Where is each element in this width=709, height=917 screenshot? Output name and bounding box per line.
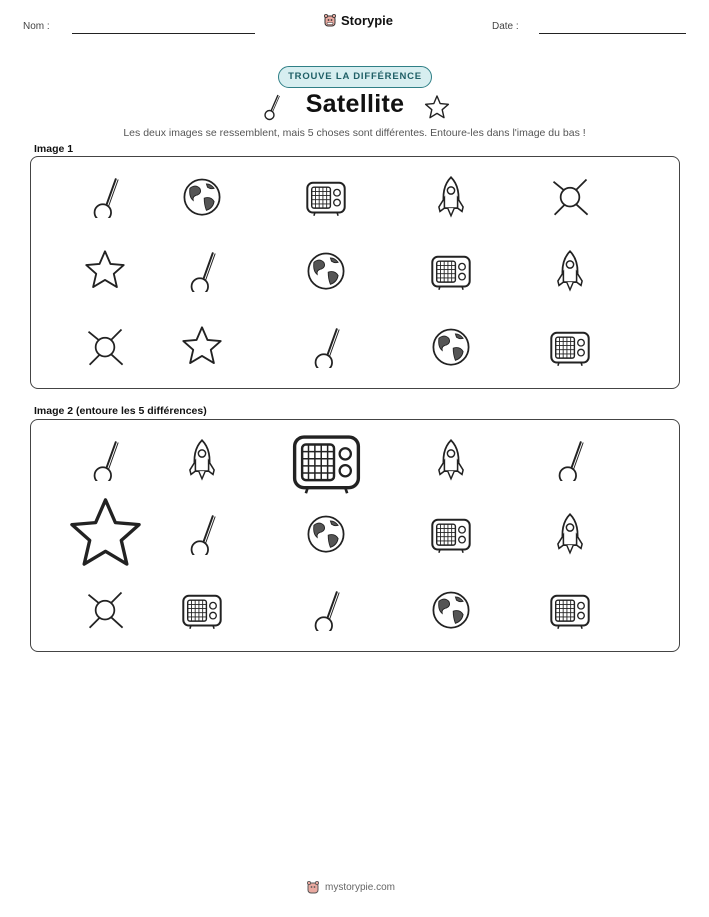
- footer-url[interactable]: mystorypie.com: [325, 882, 396, 893]
- storypie-mascot-icon: [323, 13, 337, 28]
- image2-radio-icon[interactable]: [289, 422, 364, 497]
- page-title: Satellite: [305, 90, 405, 118]
- image2-radio-icon[interactable]: [429, 511, 473, 555]
- activity-badge: TROUVE LA DIFFÉRENCE: [278, 66, 432, 88]
- image1-satellite-x-icon: [548, 174, 592, 218]
- image2-panel[interactable]: [30, 419, 680, 652]
- image2-rocket-icon[interactable]: [180, 437, 224, 481]
- image2-satellite-icon[interactable]: [180, 511, 224, 555]
- brand-logo: [323, 13, 393, 28]
- image2-satellite-x-icon[interactable]: [83, 587, 127, 631]
- star-icon: [423, 94, 451, 120]
- image2-satellite-icon[interactable]: [304, 587, 348, 631]
- name-label: Nom :: [23, 21, 50, 32]
- image1-earth-icon: [304, 248, 348, 292]
- image2-satellite-icon[interactable]: [83, 437, 127, 481]
- date-label: Date :: [492, 21, 519, 32]
- image1-rocket-icon: [548, 248, 592, 292]
- image1-star-icon: [180, 324, 224, 368]
- image1-satellite-icon: [83, 174, 127, 218]
- image1-radio-icon: [429, 248, 473, 292]
- image1-star-icon: [83, 248, 127, 292]
- date-field-line[interactable]: [539, 33, 686, 34]
- image2-star-icon[interactable]: [66, 494, 145, 573]
- image1-label: Image 1: [34, 143, 74, 155]
- footer: [306, 880, 395, 895]
- image2-radio-icon[interactable]: [548, 587, 592, 631]
- image1-satellite-x-icon: [83, 324, 127, 368]
- image1-satellite-icon: [304, 324, 348, 368]
- image2-earth-icon[interactable]: [429, 587, 473, 631]
- satellite-icon: [262, 93, 282, 121]
- image2-satellite-icon[interactable]: [548, 437, 592, 481]
- image1-satellite-icon: [180, 248, 224, 292]
- image2-label: Image 2 (entoure les 5 différences): [34, 405, 207, 417]
- image2-rocket-icon[interactable]: [429, 437, 473, 481]
- brand-name: Storypie: [341, 13, 394, 28]
- image1-radio-icon: [548, 324, 592, 368]
- image1-earth-icon: [180, 174, 224, 218]
- name-field-line[interactable]: [72, 33, 255, 34]
- image2-radio-icon[interactable]: [180, 587, 224, 631]
- image2-earth-icon[interactable]: [304, 511, 348, 555]
- image1-earth-icon: [429, 324, 473, 368]
- instructions: Les deux images se ressemblent, mais 5 choses sont différentes. Entoure-les dans l'image du bas !: [123, 127, 586, 139]
- image1-panel: [30, 156, 680, 389]
- image1-rocket-icon: [429, 174, 473, 218]
- image2-rocket-icon[interactable]: [548, 511, 592, 555]
- image1-radio-icon: [304, 174, 348, 218]
- storypie-mascot-icon: [306, 880, 320, 895]
